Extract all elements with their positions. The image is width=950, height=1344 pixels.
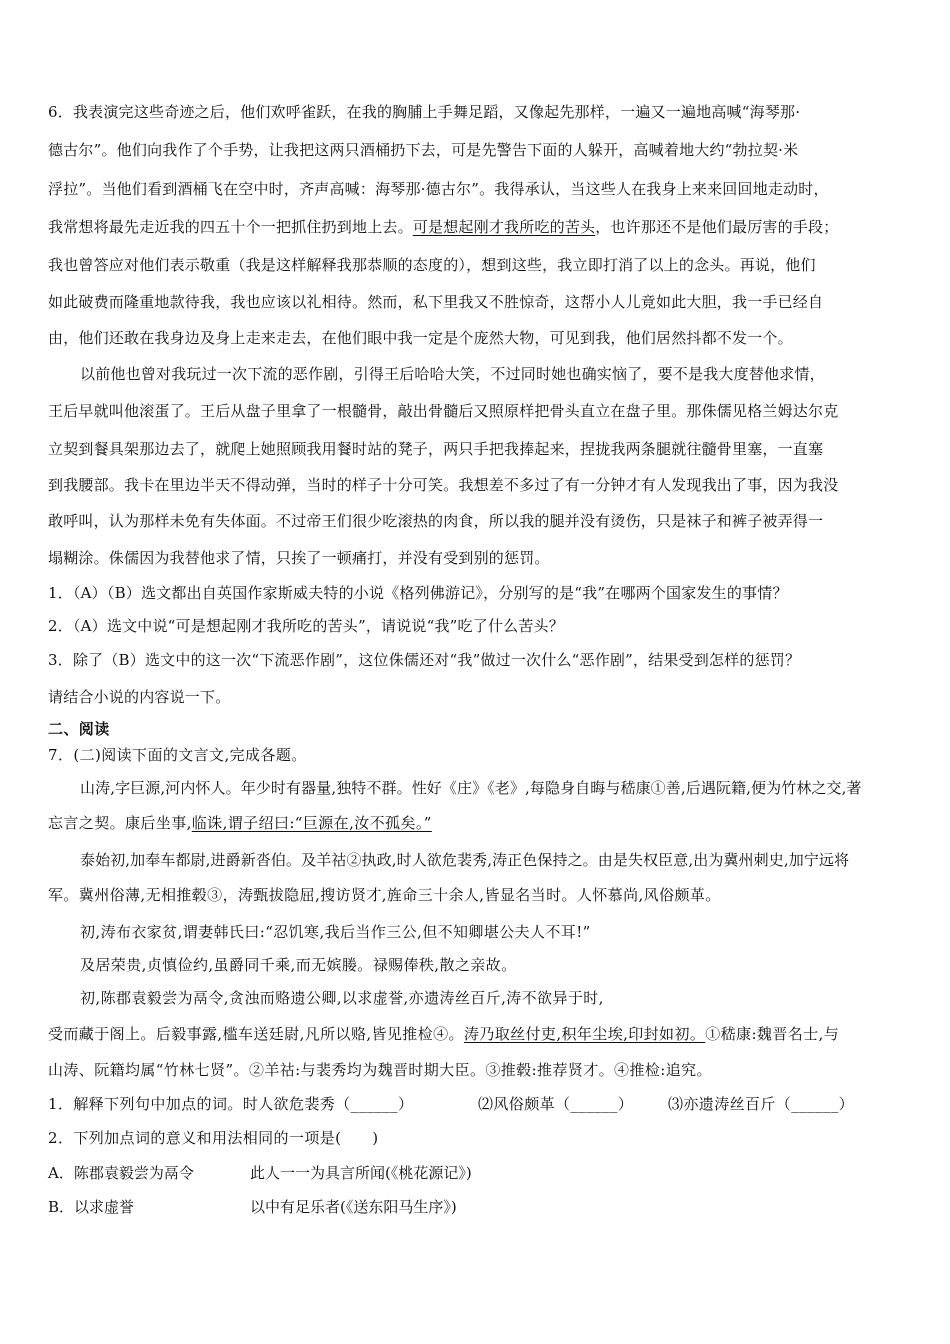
q6-line-9: 王后早就叫他滚蛋了。王后从盘子里拿了一根髓骨，敲出骨髓后又照原样把骨头直立在盘子里。那侏儒见格兰姆达尔克 [48, 402, 839, 420]
passage-p1-line-2-a: 忘言之契。康后坐事, [48, 814, 192, 832]
q6-question-1: 1．（A）（B）选文都出自英国作家斯威夫特的小说《格列佛游记》，分别写的是“我”在哪两个国家发生的事情？ [48, 584, 788, 602]
q6-underlined-phrase: 可是想起刚才我所吃的苦头 [412, 218, 596, 236]
passage-p2-line-1: 泰始初,加奉车都尉,进爵新沓伯。及羊祜②执政,时人欲危裴秀,涛正色保持之。由是失权臣意,出为冀州刺史,加宁远将 [80, 851, 850, 869]
answer-blank-1[interactable]: ______ [350, 1095, 398, 1113]
q7-sub1-item3 [668, 1094, 854, 1114]
q7-sub1-close-3: ） [838, 1095, 855, 1113]
q6-line-5: 我也曾答应对他们表示敬重（我是这样解释我那恭顺的态度的），想到这些，我立即打消了以上的念头。再说，他们 [48, 256, 816, 274]
q6-question-3: 3．除了（B）选文中的这一次“下流恶作剧”，这位侏儒还对“我”做过一次什么“恶作剧”，结果受到怎样的惩罚？ [48, 651, 801, 669]
q6-line-10: 立契到餐具架那边去了，就爬上她照顾我用餐时站的凳子，两只手把我捧起来，捏拢我两条腿就往髓骨里塞，一直塞 [48, 440, 824, 458]
passage-p5-line-2 [48, 1024, 839, 1044]
q7-sub1-item2 [478, 1094, 633, 1114]
passage-underlined-sentence-2: 涛乃取丝付吏,积年尘埃,印封如初。 [463, 1025, 706, 1043]
q6-question-2: 2．（A）选文中说“可是想起刚才我所吃的苦头”，请说说“我”吃了什么苦头？ [48, 617, 564, 635]
q7-sub1-item2-label: ⑵风俗颇革（ [478, 1095, 571, 1113]
passage-p2-line-2: 军。冀州俗薄,无相推毂③，涛甄拔隐屈,搜访贤才,旌命三十余人,皆显名当时。人怀慕尚,风俗颇革。 [48, 886, 721, 904]
q7-sub1-item3-label: ⑶亦遗涛丝百斤（ [668, 1095, 792, 1113]
q6-line-7: 由，他们还敢在我身边及身上走来走去，在他们眼中我一定是个庞然大物，可见到我，他们居然抖都不发一个。 [48, 329, 793, 347]
q6-line-1: 6．我表演完这些奇迹之后，他们欢呼雀跃，在我的胸脯上手舞足蹈，又像起先那样，一遍又一遍地高喊“海琴那· [48, 103, 801, 121]
q6-line-8: 以前他也曾对我玩过一次下流的恶作剧，引得王后哈哈大笑，不过同时她也确实恼了，要不是我大度替他求情， [80, 365, 825, 383]
option-b-left[interactable]: B．以求虚誉 [48, 1198, 135, 1216]
q6-line-2: 德古尔”。他们向我作了个手势，让我把这两只酒桶扔下去，可是先警告下面的人躲开，高喊着地大约“勃拉契·米 [48, 141, 799, 159]
q6-line-4-a: 我常想将最先走近我的四五十个一把抓住扔到地上去。 [48, 218, 413, 236]
q6-line-3: 浮拉”。当他们看到酒桶飞在空中时，齐声高喊：海琴那·德古尔”。我得承认，当这些人在我身上来来回回地走动时， [48, 180, 829, 198]
q7-sub2: 2．下列加点词的意义和用法相同的一项是( ) [48, 1129, 379, 1147]
passage-p5-line-2-a: 受而藏于阁上。后毅事露,槛车送廷尉,凡所以赂,皆见推检④。 [48, 1025, 464, 1043]
q7-sub1-label: 1．解释下列句中加点的词。时人欲危裴秀（ [48, 1095, 351, 1113]
section-heading: 二、阅读 [48, 720, 110, 738]
answer-blank-3[interactable]: ______ [791, 1095, 839, 1113]
footnotes-line: 山涛、阮籍均属“竹林七贤”。②羊祜:与裴秀均为魏晋时期大臣。③推毂:推荐贤才。④推检:追究。 [48, 1061, 712, 1079]
q6-question-3-cont: 请结合小说的内容说一下。 [48, 688, 231, 706]
q6-line-4-b: ，也许那还不是他们最厉害的手段； [595, 218, 839, 236]
q7-sub1 [48, 1094, 413, 1114]
answer-blank-2[interactable]: ______ [570, 1095, 618, 1113]
passage-underlined-sentence-1: 临诛,谓子绍曰:“巨源在,汝不孤矣。” [191, 814, 432, 832]
option-a-left[interactable]: A．陈郡袁毅尝为鬲令 [48, 1164, 194, 1182]
q6-line-13: 塌糊涂。侏儒因为我替他求了情，只挨了一顿痛打，并没有受到别的惩罚。 [48, 549, 550, 567]
passage-p4: 及居荣贵,贞慎俭约,虽爵同千乘,而无嫔媵。禄赐俸秩,散之亲故。 [80, 956, 517, 974]
passage-p1-line-1: 山涛,字巨源,河内怀人。年少时有器量,独特不群。性好《庄》《老》,每隐身自晦与嵇康①善,后遇阮籍,便为竹林之交,著 [80, 779, 862, 797]
option-b-right: 以中有足乐者(《送东阳马生序》) [250, 1198, 457, 1216]
footnote-start: ①嵇康:魏晋名士,与 [705, 1025, 840, 1043]
option-a-right: 此人一一为具言所闻(《桃花源记》) [250, 1164, 472, 1182]
q6-line-11: 到我腰部。我卡在里边半天不得动弹，当时的样子十分可笑。我想差不多过了有一分钟才有人发现我出了事，因为我没 [48, 476, 839, 494]
q7-sub1-close-1: ） [397, 1095, 414, 1113]
q6-line-12: 敢呼叫，认为那样未免有失体面。不过帝王们很少吃滚热的肉食，所以我的腿并没有烫伤，只是袜子和裤子被弄得一 [48, 512, 824, 530]
q6-line-6: 如此破费而隆重地款待我，我也应该以礼相待。然而，私下里我又不胜惊奇，这帮小人儿竟如此大胆，我一手已经自 [48, 293, 824, 311]
q7-intro: 7．(二)阅读下面的文言文,完成各题。 [48, 746, 307, 764]
passage-p1-line-2 [48, 813, 432, 833]
passage-p5-line-1: 初,陈郡袁毅尝为鬲令,贪浊而赂遗公卿,以求虚誉,亦遗涛丝百斤,涛不欲异于时, [80, 989, 604, 1007]
passage-p3: 初,涛布衣家贫,谓妻韩氏曰:“忍饥寒,我后当作三公,但不知卿堪公夫人不耳!” [80, 923, 591, 941]
q7-sub1-close-2: ） [617, 1095, 634, 1113]
q6-line-4 [48, 217, 838, 237]
